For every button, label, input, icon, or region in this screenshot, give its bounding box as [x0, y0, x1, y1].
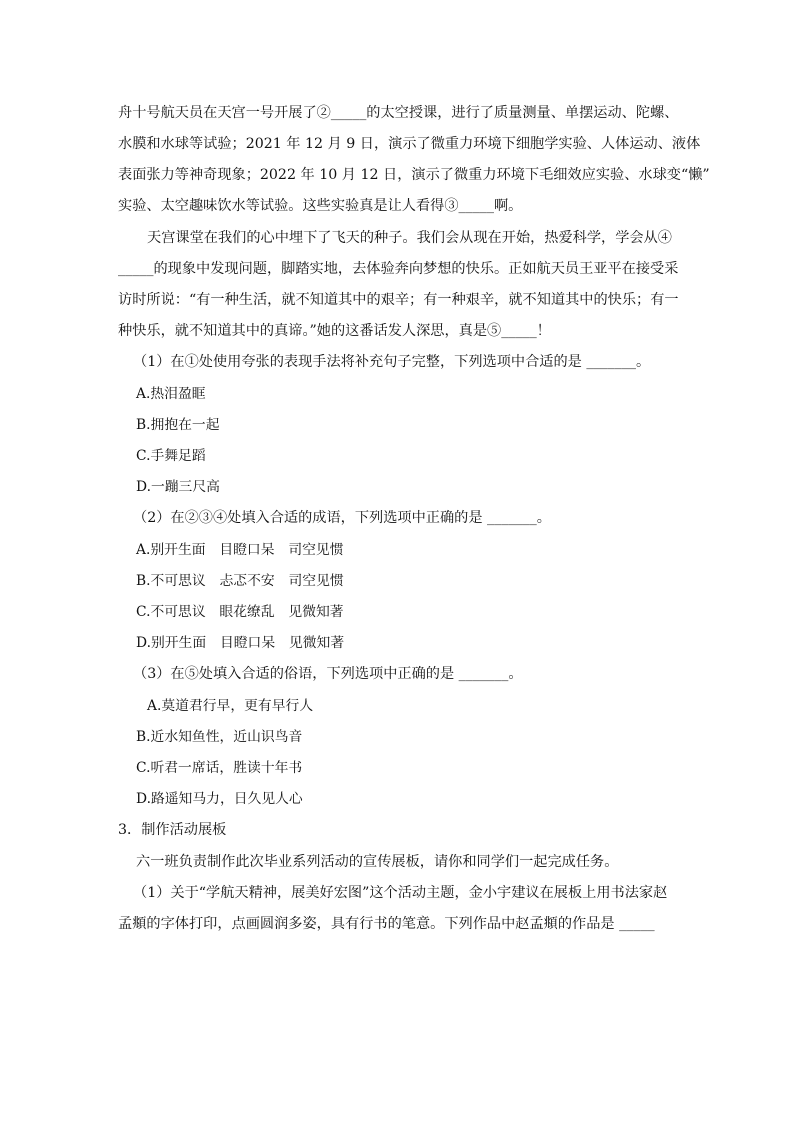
answer-option: D.别开生面 目瞪口呆 见微知著 — [136, 635, 345, 651]
question-stem: 孟頫的字体打印，点画圆润多姿，具有行书的笔意。下列作品中赵孟頫的作品是 _____ — [118, 916, 655, 932]
answer-option: A.别开生面 目瞪口呆 司空见惯 — [136, 542, 344, 558]
answer-option: B.近水知鱼性，近山识鸟音 — [136, 729, 303, 745]
answer-option: C.不可思议 眼花缭乱 见微知著 — [136, 604, 344, 620]
passage-line: _____的现象中发现问题，脚踏实地，去体验奔向梦想的快乐。正如航天员王亚平在接受采 — [118, 261, 679, 277]
passage-line: 实验、太空趣味饮水等试验。这些实验真是让人看得③_____啊。 — [118, 198, 523, 214]
question-stem: （2）在②③④处填入合适的成语，下列选项中正确的是 _______。 — [133, 510, 551, 526]
answer-option: A.热泪盈眶 — [136, 386, 206, 402]
question-stem: （3）在⑤处填入合适的俗语，下列选项中正确的是 _______。 — [133, 666, 523, 682]
answer-option: C.听君一席话，胜读十年书 — [136, 760, 303, 776]
passage-line: 访时所说：“有一种生活，就不知道其中的艰辛；有一种艰辛，就不知道其中的快乐；有一 — [118, 292, 679, 308]
passage-line: 种快乐，就不知道其中的真谛。”她的这番话发人深思，真是⑤_____！ — [118, 323, 551, 339]
answer-option: D.一蹦三尺高 — [136, 479, 220, 495]
section-heading: 3．制作活动展板 — [118, 822, 227, 838]
question-stem: （1）在①处使用夸张的表现手法将补充句子完整，下列选项中合适的是 _______。 — [133, 354, 651, 370]
answer-option: A.莫道君行早，更有早行人 — [147, 698, 314, 714]
section-intro: 六一班负责制作此次毕业系列活动的宣传展板，请你和同学们一起完成任务。 — [136, 854, 619, 870]
answer-option: B.拥抱在一起 — [136, 417, 220, 433]
answer-option: C.手舞足蹈 — [136, 448, 206, 464]
question-stem: （1）关于“学航天精神，展美好宏图”这个活动主题，金小宇建议在展板上用书法家赵 — [133, 885, 668, 901]
passage-line: 舟十号航天员在天宫一号开展了②_____的太空授课，进行了质量测量、单摆运动、陀螺、 — [118, 105, 679, 121]
answer-option: D.路遥知马力，日久见人心 — [136, 791, 303, 807]
passage-line: 表面张力等神奇现象；2022 年 10 月 12 日，演示了微重力环境下毛细效应实验、水球变“懒” — [118, 167, 710, 183]
answer-option: B.不可思议 忐忑不安 司空见惯 — [136, 573, 344, 589]
passage-line: 天宫课堂在我们的心中埋下了飞天的种子。我们会从现在开始，热爱科学，学会从④ — [147, 230, 672, 246]
passage-line: 水膜和水球等试验；2021 年 12 月 9 日，演示了微重力环境下细胞学实验、人体运动、液体 — [118, 136, 701, 152]
